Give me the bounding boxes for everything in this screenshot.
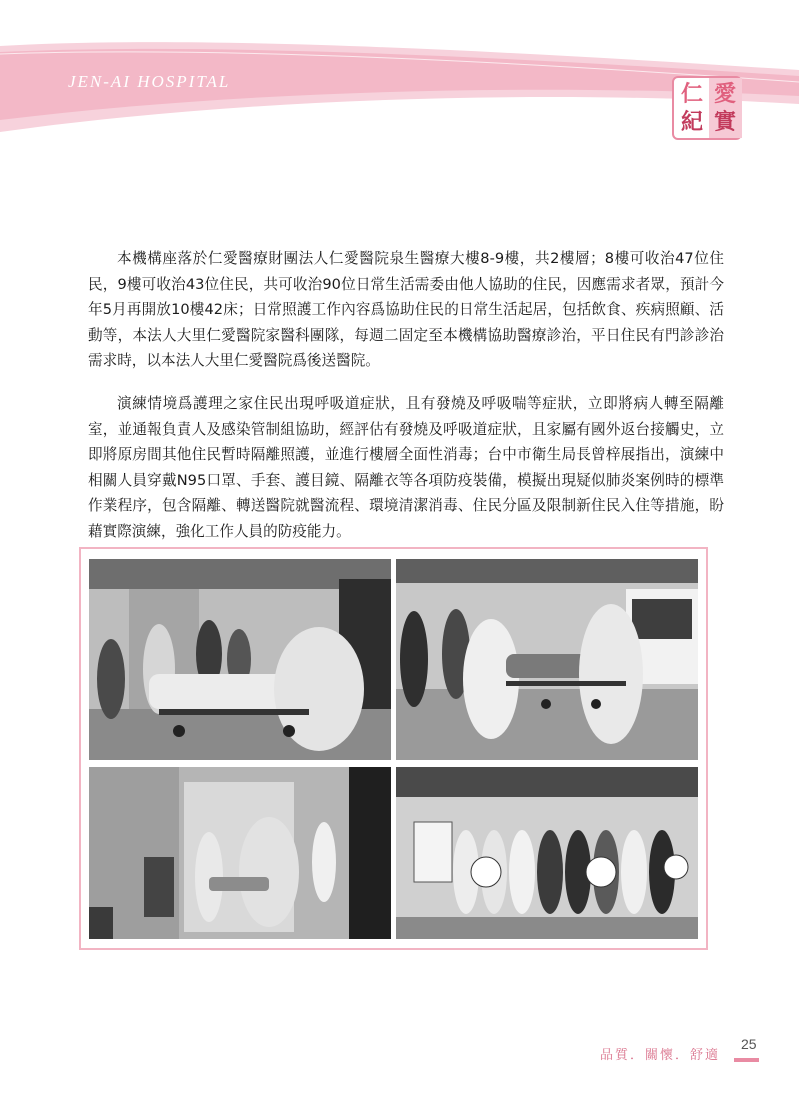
badge-char-ai: 愛 — [713, 81, 736, 107]
photo-stretcher-transport — [89, 559, 391, 760]
section-badge — [672, 76, 742, 140]
photo-group-staff — [396, 767, 698, 939]
page-header — [0, 0, 799, 150]
footer-slogan: 品質．關懷．舒適 — [600, 1048, 721, 1063]
page-number: 25 — [741, 1036, 757, 1052]
photo-panel — [79, 547, 708, 950]
hospital-name: JEN-AI HOSPITAL — [68, 72, 231, 91]
badge-char-ji: 紀 — [680, 109, 703, 135]
body-paragraph-1: 本機構座落於仁愛醫療財團法人仁愛醫院泉生醫療大樓8-9樓，共2樓層；8樓可收治47位住民，9樓可收治43位住民，共可收治90位日常生活需委由他人協助的住民，因應需求者眾，預計今年5月再開放10樓42床；日常照護工作內容爲協助住民的日常生活起居，包括飲食、疾病照顧、活動等，本法人大里仁愛醫院家醫科團隊，每週二固定至本機構協助醫療診治，平日住民有門診診治需求時，以本法人大里仁愛醫院爲後送醫院。 — [88, 250, 724, 369]
badge-char-ren: 仁 — [680, 81, 703, 107]
body-paragraph-2: 演練情境爲護理之家住民出現呼吸道症狀，且有發燒及呼吸喘等症狀，立即將病人轉至隔離室，並通報負責人及感染管制組協助，經評估有發燒及呼吸道症狀，且家屬有國外返台接觸史，立即將原房間其他住民暫時隔離照護，並進行樓層全面性消毒；台中市衛生局長曾梓展指出，演練中相關人員穿戴N95口罩、手套、護目鏡、隔離衣等各項防疫裝備，模擬出現疑似肺炎案例時的標準作業程序，包含隔離、轉送醫院就醫流程、環境清潔消毒、住民分區及限制新住民入住等措施，盼藉實際演練，強化工作人員的防疫能力。 — [88, 395, 724, 540]
footer-accent-bar — [734, 1058, 759, 1062]
badge-char-shi: 實 — [713, 109, 736, 135]
photo-ambulance-loading — [396, 559, 698, 760]
photo-isolation-room — [89, 767, 391, 939]
